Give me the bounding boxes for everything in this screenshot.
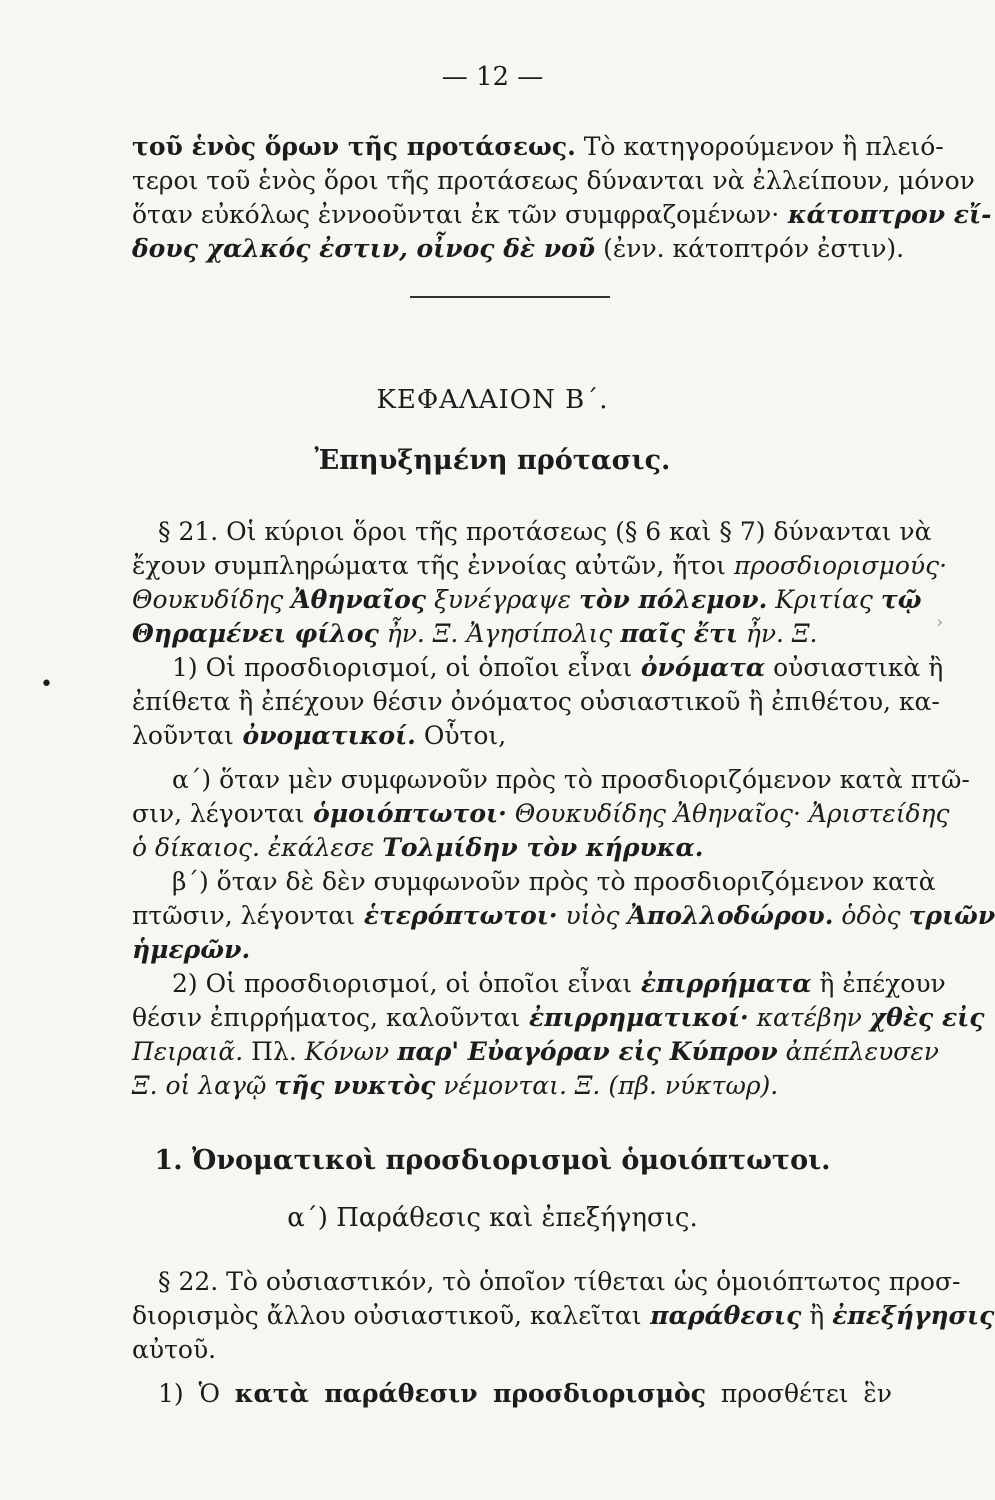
text-run: 1) Ὁ — [158, 1379, 235, 1408]
italic-phrase: Ἀγησίπολις — [466, 619, 621, 648]
text-line — [132, 130, 944, 164]
italic-phrase: Πειραιᾶ. — [132, 1037, 244, 1066]
text-line: § 21. Οἱ κύριοι ὅροι τῆς προτάσεως (§ 6 καὶ § 7) δύνανται νὰ — [158, 517, 932, 546]
text-run: (ἐνν. κάτοπτρόν ἐστιν). — [595, 234, 905, 263]
text-line — [132, 232, 905, 266]
example-phrase: τῷ — [880, 585, 922, 614]
text-run: διορισμὸς ἄλλου οὐσιαστικοῦ, καλεῖται — [132, 1301, 642, 1330]
example-phrase: παῖς ἔτι — [620, 619, 738, 648]
italic-phrase: νέμονται. Ξ. (πβ. νύκτωρ). — [435, 1071, 779, 1100]
italic-phrase: ὁδὸς — [833, 901, 909, 930]
text-run: σιν, λέγονται — [132, 799, 305, 828]
italic-phrase: ἀπέπλευσεν — [777, 1037, 939, 1066]
italic-phrase: Κριτίας — [767, 585, 881, 614]
bold-term: ἐπιρρηματικοί· — [520, 1003, 749, 1032]
example-phrase: τῆς νυκτὸς — [274, 1071, 436, 1100]
text-run: προσθέτει ἓν — [705, 1379, 893, 1408]
text-line: αὐτοῦ. — [132, 1335, 217, 1364]
page-number: — 12 — — [441, 62, 544, 92]
example-phrase: Τολμίδην τὸν κήρυκα. — [382, 833, 704, 862]
bold-term: ἐπιρρήματα — [632, 969, 812, 998]
example-phrase: παρ' Εὐαγόραν εἰς Κύπρον — [397, 1037, 778, 1066]
text-line — [132, 831, 892, 865]
italic-phrase: προσδιορισμούς· — [725, 551, 948, 580]
text-line — [132, 1001, 985, 1035]
chapter-subtitle: Ἐπηυξημένη πρότασις. — [314, 445, 671, 476]
example-phrase: ἡμερῶν. — [132, 935, 251, 964]
text-line — [158, 1377, 892, 1411]
italic-phrase: ὁ δίκαιος. ἐκάλεσε — [132, 833, 383, 862]
text-line — [132, 583, 922, 617]
text-run: πτῶσιν, λέγονται — [132, 901, 356, 930]
text-line: β΄) ὅταν δὲ δὲν συμφωνοῦν πρὸς τὸ προσδιοριζόμενον κατὰ — [172, 867, 936, 896]
text-line — [172, 651, 944, 685]
example-phrase: Θηραμένει φίλος — [132, 619, 379, 648]
text-line — [132, 1035, 939, 1069]
text-run: ἔχουν συμπληρώματα τῆς ἐννοίας αὐτῶν, ἤτοι — [132, 551, 726, 580]
text-line — [132, 1299, 995, 1333]
text-line: τεροι τοῦ ἑνὸς ὅροι τῆς προτάσεως δύνανται νὰ ἐλλείπουν, μόνον — [132, 166, 975, 195]
italic-phrase: Ξ. οἱ λαγῷ — [132, 1071, 275, 1100]
italic-phrase: ξυνέγραψε — [426, 585, 580, 614]
text-line — [132, 617, 892, 651]
text-run: οὐσιαστικὰ ἢ — [765, 653, 944, 682]
text-line — [132, 899, 995, 933]
bold-term: ὀνοματικοί. — [233, 721, 416, 750]
arrow-mark-icon: › — [936, 612, 944, 633]
text-line — [132, 198, 992, 232]
text-line — [132, 719, 892, 753]
text-line — [132, 933, 892, 967]
text-line: α΄) ὅταν μὲν συμφωνοῦν πρὸς τὸ προσδιοριζόμενον κατὰ πτῶ- — [172, 765, 970, 794]
italic-phrase: υἱὸς — [557, 901, 628, 930]
text-run: ὅταν εὐκόλως ἐννοοῦνται ἐκ τῶν συμφραζομένων· — [132, 200, 780, 229]
text-line — [132, 549, 948, 583]
example-phrase: τριῶν — [908, 901, 995, 930]
italic-phrase: ἦν. Ξ. — [737, 619, 818, 648]
chapter-title: ΚΕΦΑΛΑΙΟΝ Β΄. — [376, 385, 609, 415]
bold-term: παράθεσις — [641, 1301, 802, 1330]
text-line — [132, 797, 950, 831]
text-line: § 22. Τὸ οὐσιαστικόν, τὸ ὁποῖον τίθεται ὡς ὁμοιόπτωτος προσ- — [158, 1267, 961, 1296]
italic-phrase: Κόνων — [304, 1037, 398, 1066]
bold-term: ἐπεξήγησις — [832, 1301, 995, 1330]
italic-phrase: Θουκυδίδης Ἀθηναῖος· Ἀριστείδης — [506, 799, 950, 828]
text-line: ἐπίθετα ἢ ἐπέχουν θέσιν ὀνόματος οὐσιαστικοῦ ἢ ἐπιθέτου, κα- — [132, 687, 940, 716]
text-line — [172, 967, 946, 1001]
text-run: Τὸ κατηγορούμενον ἢ πλειό- — [575, 132, 944, 161]
text-run: ἢ — [801, 1301, 833, 1330]
italic-phrase: ἦν. Ξ. — [378, 619, 467, 648]
text-line — [132, 1069, 892, 1103]
italic-phrase: Θουκυδίδης — [132, 585, 292, 614]
section-subtitle: α΄) Παράθεσις καὶ ἐπεξήγησις. — [287, 1203, 698, 1233]
example-phrase: Ἀπολλοδώρου. — [627, 901, 834, 930]
example-phrase: κάτοπτρον εἴ- — [779, 200, 992, 229]
example-phrase: τὸν πόλεμον. — [579, 585, 768, 614]
section-divider — [410, 296, 610, 298]
text-run: ἢ ἐπέχουν — [811, 969, 946, 998]
text-run: 2) Οἱ προσδιορισμοί, οἱ ὁποῖοι εἶναι — [172, 969, 633, 998]
text-run: Οὗτοι, — [415, 721, 507, 750]
bold-phrase: κατὰ παράθεσιν προσδιορισμὸς — [234, 1379, 706, 1408]
bold-phrase: τοῦ ἑνὸς ὅρων τῆς προτάσεως. — [132, 132, 576, 161]
section-title: 1. Ὀνοματικοὶ προσδιορισμοὶ ὁμοιόπτωτοι. — [154, 1145, 831, 1176]
bold-term: ἑτερόπτωτοι· — [355, 901, 558, 930]
text-run: 1) Οἱ προσδιορισμοί, οἱ ὁποῖοι εἶναι — [172, 653, 633, 682]
bold-term: ὁμοιόπτωτοι· — [304, 799, 507, 828]
bold-term: ὀνόματα — [632, 653, 766, 682]
italic-phrase: κατέβην — [748, 1003, 870, 1032]
example-phrase: Ἀθηναῖος — [291, 585, 426, 614]
example-phrase: δους χαλκός ἐστιν, οἶνος δὲ νοῦ — [132, 234, 596, 263]
ink-dot-mark: • — [40, 672, 53, 697]
text-run: λοῦνται — [132, 721, 234, 750]
example-phrase: χθὲς εἰς — [869, 1003, 985, 1032]
text-run: θέσιν ἐπιρρήματος, καλοῦνται — [132, 1003, 521, 1032]
text-run: Πλ. — [243, 1037, 305, 1066]
